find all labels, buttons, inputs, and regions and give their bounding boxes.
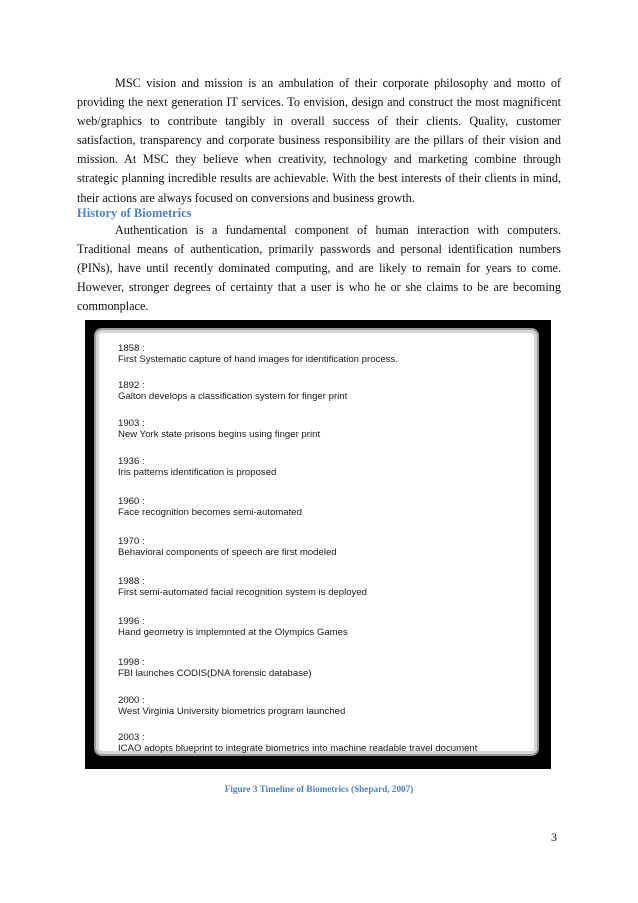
timeline-year: 1858 : [118, 343, 145, 354]
timeline-event: First Systematic capture of hand images for identification process. [118, 354, 398, 366]
timeline-year: 2003 : [118, 732, 145, 743]
timeline-year: 1903 : [118, 418, 145, 429]
timeline-entry [118, 536, 528, 559]
page-number: 3 [551, 830, 557, 844]
timeline-event: Iris patterns identification is proposed [118, 467, 277, 479]
timeline-year: 1998 : [118, 657, 145, 668]
section-heading: History of Biometrics [77, 206, 192, 220]
timeline-entry [118, 456, 528, 479]
timeline-entry [118, 576, 528, 599]
timeline-event: Face recognition becomes semi-automated [118, 507, 302, 519]
timeline-entry [118, 616, 528, 639]
timeline-year: 1988 : [118, 576, 145, 587]
timeline-year: 1960 : [118, 496, 145, 507]
timeline-entry [118, 418, 528, 441]
timeline-panel [99, 333, 534, 755]
timeline-entry [118, 343, 528, 366]
timeline-year: 1892 : [118, 380, 145, 391]
timeline-event: Galton develops a classification system for finger print [118, 391, 348, 403]
paragraph-authentication [77, 221, 561, 316]
timeline-entry [118, 380, 528, 403]
timeline-event: Behavioral components of speech are first modeled [118, 547, 337, 559]
figure-caption: Figure 3 Timeline of Biometrics (Shepard, 2007) [224, 784, 414, 794]
paragraph-msc-vision [77, 74, 561, 208]
timeline-event: FBI launches CODIS(DNA forensic database) [118, 668, 312, 680]
timeline-entry [118, 657, 528, 680]
timeline-event: West Virginia University biometrics program launched [118, 706, 346, 718]
timeline-event: ICAO adopts blueprint to integrate biometrics into machine readable travel document [118, 743, 478, 755]
paragraph-msc-vision-text: MSC vision and mission is an ambulation of their corporate philosophy and motto of providing the next generation IT services. To envision, design and construct the most magnificent web/graphics to contribute tangibly in overall success of their clients. Quality, customer satisfaction, transparency and corporate business responsibility are the pillars of their vision and mission. At MSC they believe when creativity, technology and marketing combine through strategic planning incredible results are achievable. With the best interests of their clients in mind, their actions are always focused on conversions and business growth. [77, 76, 561, 205]
timeline-year: 1996 : [118, 616, 145, 627]
timeline-event: First semi-automated facial recognition system is deployed [118, 587, 368, 599]
timeline-year: 2000 : [118, 695, 145, 706]
timeline-entry [118, 496, 528, 519]
timeline-entry [118, 695, 528, 718]
timeline-event: New York state prisons begins using finger print [118, 429, 321, 441]
paragraph-authentication-text: Authentication is a fundamental component of human interaction with computers. Traditional means of authentication, primarily passwords and personal identification numbers (PINs), have until recently dominated computing, and are likely to remain for years to come. However, stronger degrees of certainty that a user is who he or she claims to be are becoming commonplace. [77, 223, 561, 314]
timeline-year: 1970 : [118, 536, 145, 547]
timeline-figure [85, 320, 551, 769]
timeline-event: Hand geometry is implemnted at the Olympics Games [118, 627, 348, 639]
timeline-entry [118, 732, 528, 755]
timeline-year: 1936 : [118, 456, 145, 467]
